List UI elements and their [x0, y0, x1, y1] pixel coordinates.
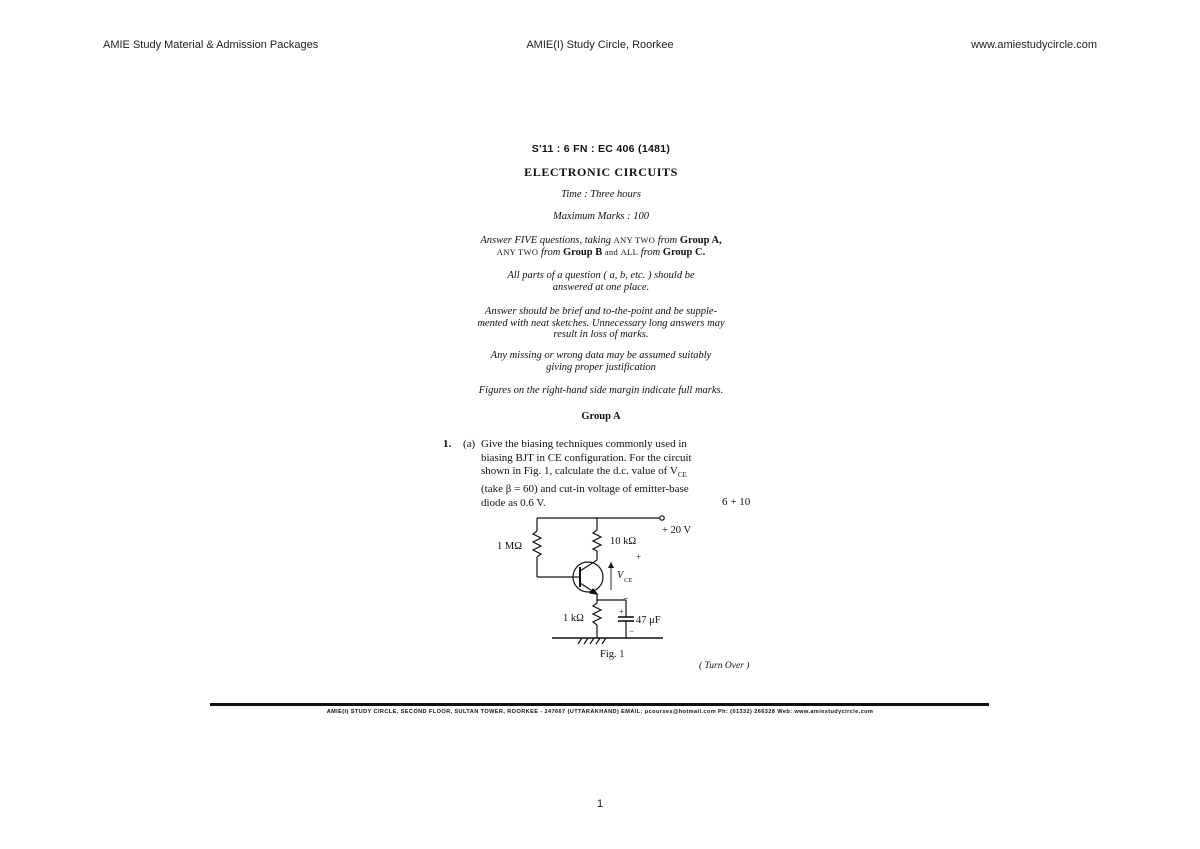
- instr-text: Group C.: [662, 246, 706, 258]
- instr-text: from: [657, 235, 678, 246]
- exam-time: Time : Three hours: [561, 189, 641, 200]
- header-left: AMIE Study Material & Admission Packages: [103, 39, 319, 51]
- exam-code: S'11 : 6 FN : EC 406 (1481): [531, 143, 671, 155]
- question-number: 1.: [443, 438, 452, 450]
- instr-text: ALL: [620, 246, 639, 257]
- instr-text: Answer FIVE questions, taking: [480, 235, 611, 246]
- instr-text: from: [540, 246, 561, 258]
- instr-line: result in loss of marks.: [553, 329, 649, 340]
- question-marks: 6 + 10: [722, 496, 751, 508]
- instr-text: from: [640, 246, 661, 258]
- instr-line: answered at one place.: [552, 281, 650, 293]
- supply-label: + 20 V: [662, 525, 692, 536]
- vce-subscript-label: CE: [624, 577, 633, 584]
- group-title: Group A: [581, 411, 621, 422]
- re-label: 1 kΩ: [563, 613, 584, 624]
- question-line: diode as 0.6 V.: [481, 497, 546, 509]
- instr-text: Group B: [563, 246, 603, 258]
- rc-label: 10 kΩ: [610, 536, 637, 547]
- supply-terminal: [660, 516, 664, 520]
- exam-subject: ELECTRONIC CIRCUITS: [524, 165, 678, 179]
- question-part: (a): [463, 438, 476, 450]
- page-number: 1: [596, 798, 604, 810]
- question-line: (take β = 60) and cut-in voltage of emitter-base: [481, 483, 689, 496]
- header-center: AMIE(I) Study Circle, Roorkee: [526, 39, 674, 51]
- question-line: Give the biasing techniques commonly used in: [481, 438, 687, 450]
- header-right-url[interactable]: www.amiestudycircle.com: [971, 39, 1097, 51]
- instruction-marks: Figures on the right-hand side margin indicate full marks.: [478, 385, 724, 396]
- ce-label: 47 μF: [636, 615, 661, 626]
- instr-line: mented with neat sketches. Unnecessary long answers may: [477, 317, 725, 329]
- instr-text: ANY TWO: [613, 235, 656, 245]
- instr-line: Answer should be brief and to-the-point and be supple-: [484, 306, 718, 317]
- vce-label: V: [617, 570, 624, 581]
- instr-line: giving proper justification: [546, 361, 656, 373]
- cap-plus: +: [619, 607, 624, 616]
- vce-minus: −: [623, 594, 629, 605]
- cap-minus: −: [629, 626, 635, 636]
- instr-text: and: [604, 246, 619, 257]
- figure-label: Fig. 1: [600, 649, 625, 660]
- resistor-1k: [593, 603, 601, 625]
- question-line: biasing BJT in CE configuration. For the circuit: [481, 451, 692, 464]
- turn-over: ( Turn Over ): [699, 661, 750, 671]
- resistor-1m: [533, 531, 541, 557]
- instr-text: ANY TWO: [496, 246, 539, 257]
- rb-label: 1 MΩ: [497, 541, 523, 552]
- instr-line: Any missing or wrong data may be assumed suitably: [490, 350, 712, 361]
- vce-subscript: CE: [677, 471, 687, 480]
- question-line: shown in Fig. 1, calculate the d.c. value of V: [481, 465, 678, 478]
- resistor-10k: [593, 530, 601, 551]
- exam-max-marks: Maximum Marks : 100: [553, 211, 649, 222]
- vce-plus: +: [636, 552, 642, 562]
- footer-contact: AMIE(I) STUDY CIRCLE, SECOND FLOOR, SULTAN TOWER, ROORKEE - 247667 (UTTARAKHAND) EMAIL: pcourses@hotmail.com Ph: (01332) 266328 Web: www.amiestudycircle.com: [326, 709, 874, 715]
- footer-divider: [210, 703, 989, 706]
- instr-line: All parts of a question ( a, b, etc. ) should be: [507, 270, 695, 281]
- instr-text: Group A,: [679, 235, 722, 246]
